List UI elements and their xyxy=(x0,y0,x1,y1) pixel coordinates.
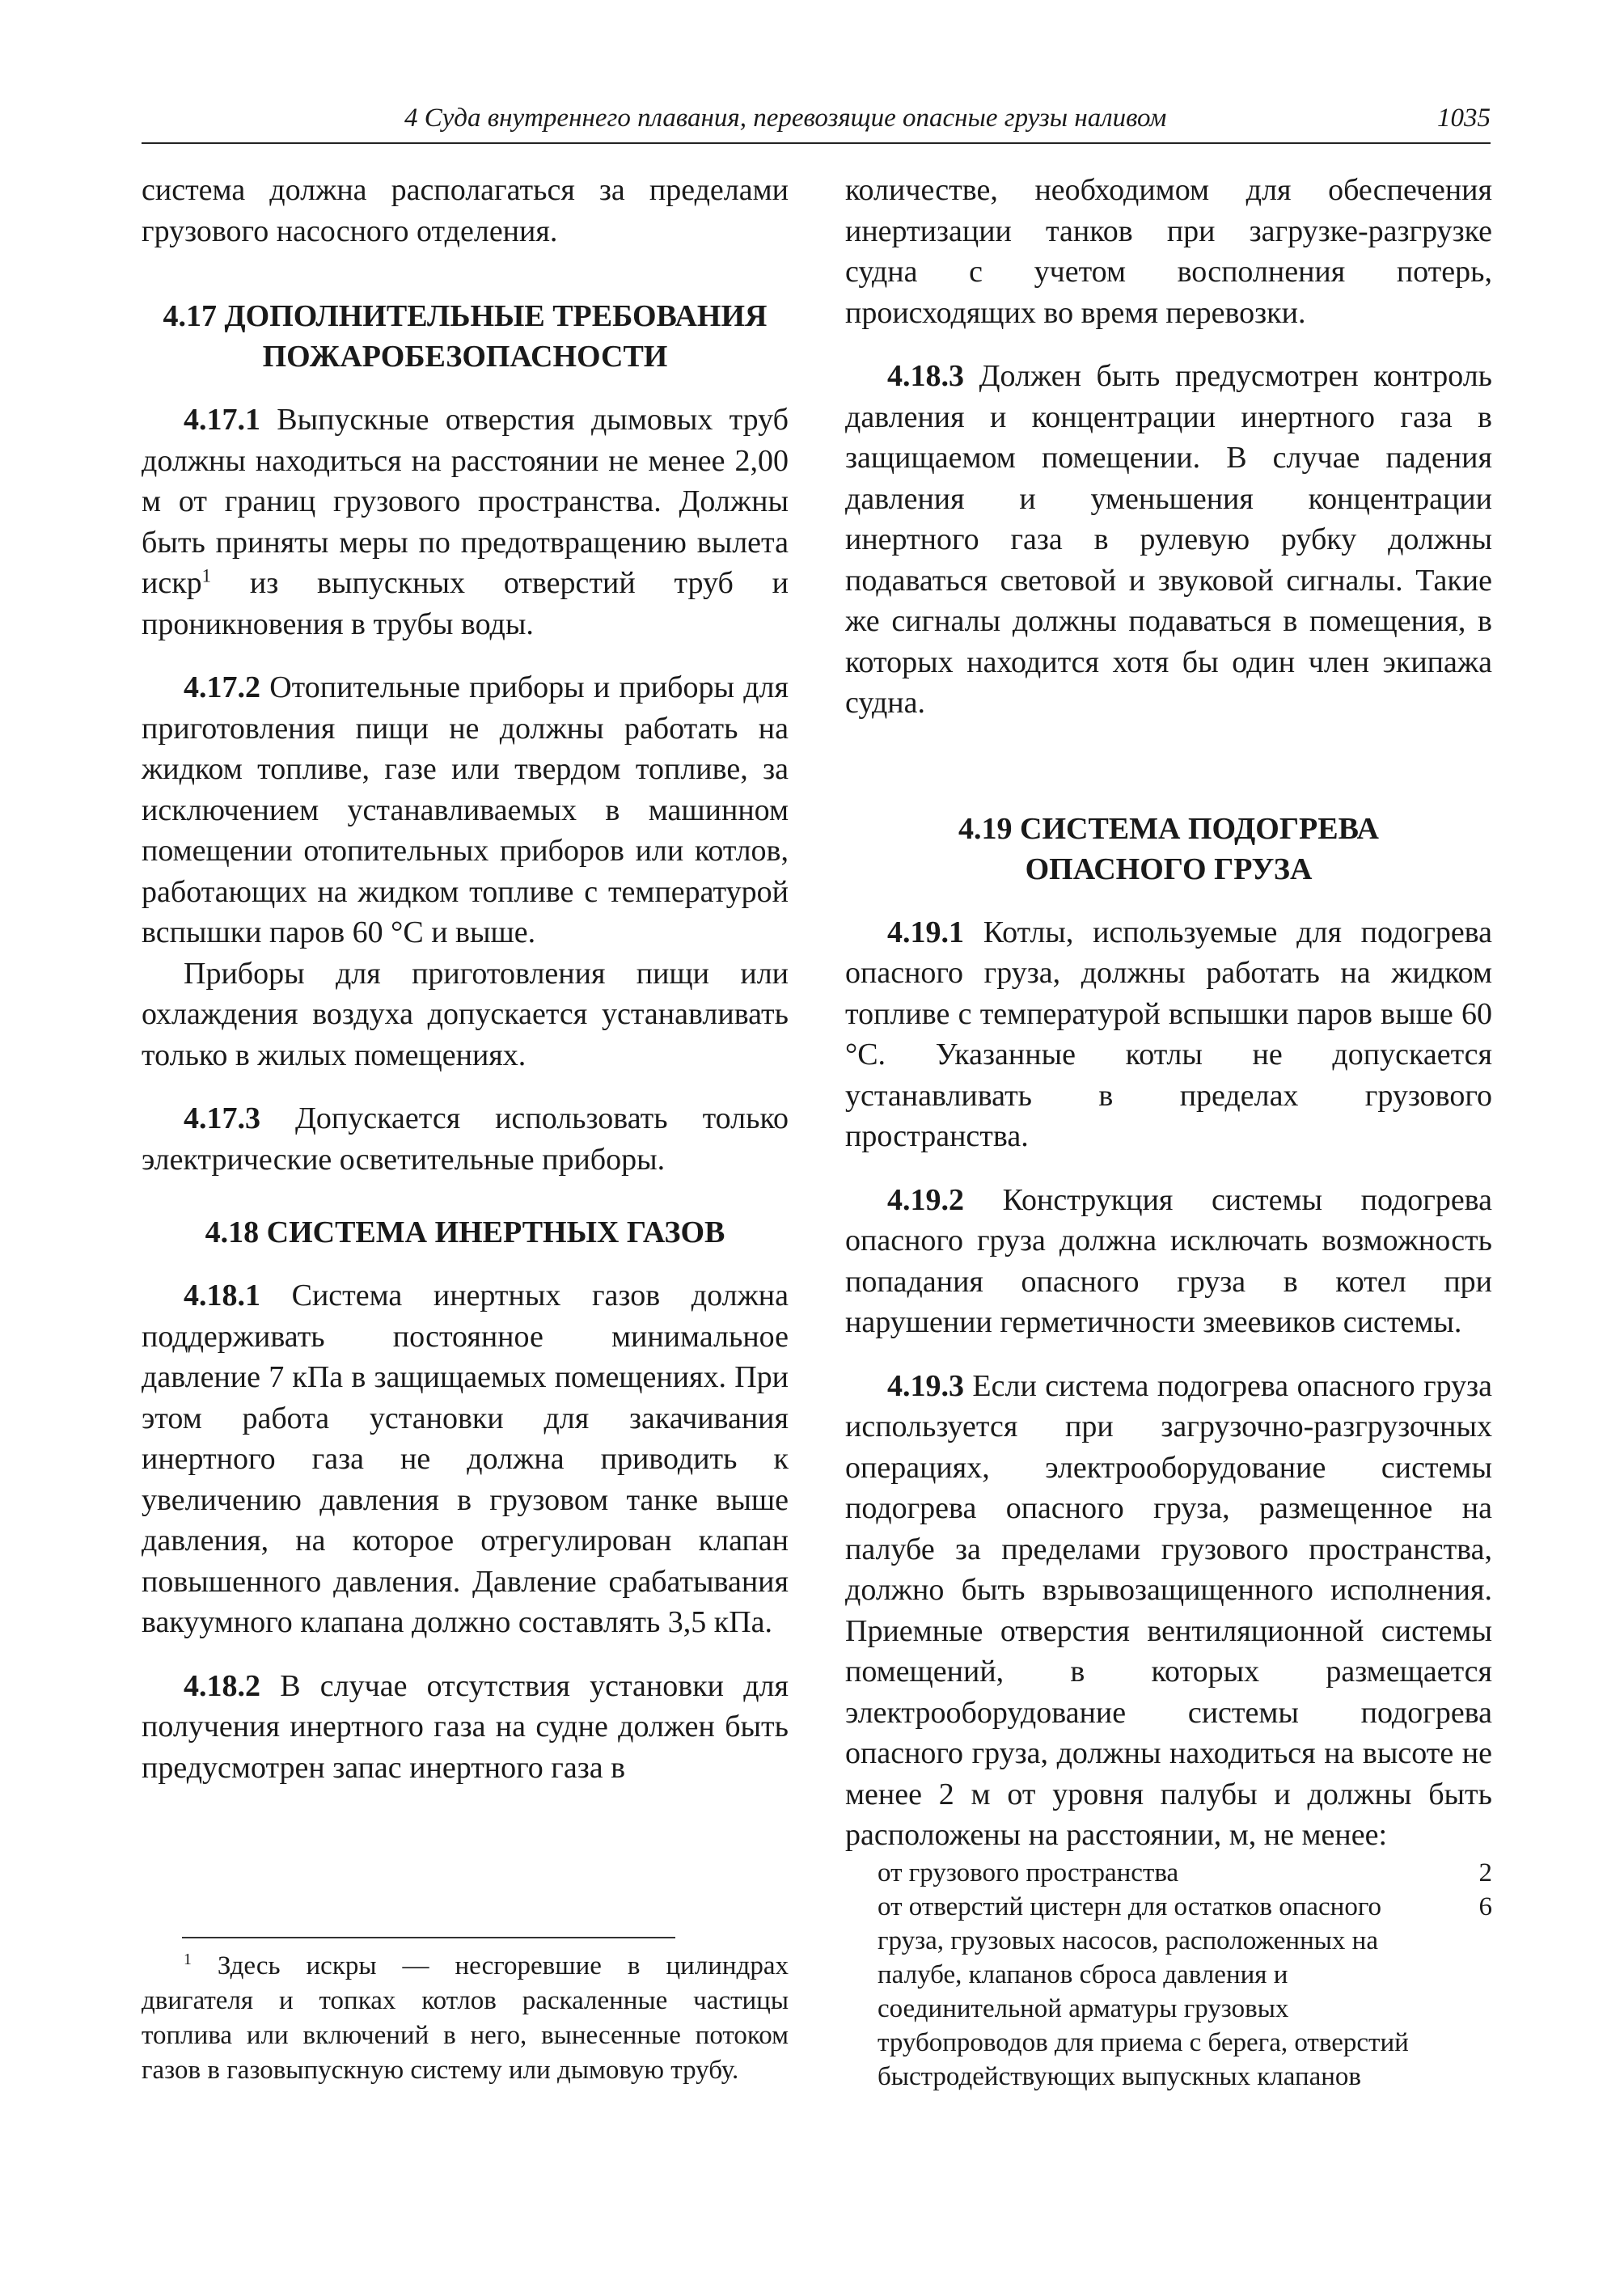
distance-value: 2 xyxy=(1478,1858,1492,1887)
list-item xyxy=(845,1890,1492,2094)
distance-list xyxy=(845,1856,1492,2094)
left-column xyxy=(142,170,789,1788)
clause-number: 4.18.1 xyxy=(184,1279,260,1312)
paragraph-4-19-2 xyxy=(845,1180,1492,1343)
distance-label: от отверстий цистерн для остатков опасного груза, грузовых насосов, расположенных на палубе, клапанов сброса давления и соединительной арматуры грузовых трубопроводов для приема с берега, отверстий быстродействующих выпускных клапанов xyxy=(878,1892,1409,2091)
section-heading-4-18: 4.18 СИСТЕМА ИНЕРТНЫХ ГАЗОВ xyxy=(205,1215,725,1249)
clause-number: 4.19.2 xyxy=(887,1182,964,1217)
distance-value: 6 xyxy=(1478,1892,1492,1921)
clause-number: 4.17.2 xyxy=(184,670,260,704)
clause-text: Допускается использовать только электрические осветительные приборы. xyxy=(142,1101,789,1177)
footnote-text: Здесь искры — несгоревшие в цилиндрах двигателя и топках котлов раскаленные частицы топлива или включений в него, вынесенные потоком газов в газовыпускную систему или дымовую трубу. xyxy=(142,1951,789,2085)
clause-number: 4.19.1 xyxy=(887,915,964,949)
paragraph-4-17-1 xyxy=(142,399,789,645)
right-column xyxy=(845,170,1492,2094)
heading-line: ОПАСНОГО ГРУЗА xyxy=(1025,852,1313,886)
page-number: 1035 xyxy=(1437,104,1491,133)
paragraph-4-17-2 xyxy=(142,667,789,953)
clause-text: Отопительные приборы и приборы для приготовления пищи не должны работать на жидком топливе, газе или твердом топливе, за исключением устанавливаемых в машинном помещении отопительных приборов или котлов, работающих на жидком топливе с температурой вспышки паров 60 °С и выше. xyxy=(142,670,789,949)
page-header xyxy=(142,104,1491,144)
running-title: 4 Суда внутреннего плавания, перевозящие опасные грузы наливом xyxy=(404,104,1167,133)
paragraph-intro: система должна располагаться за пределами грузового насосного отделения. xyxy=(142,173,789,248)
clause-text: Если система подогрева опасного груза используется при загрузочно-разгрузочных операциях, электрооборудование системы подогрева опасного груза, размещенное на палубе за пределами грузового пространства, должно быть взрывозащищенного исполнения. Приемные отверстия вентиляционной системы помещений, в которых размещается электрооборудование системы подогрева опасного груза, должны находиться на высоте не менее 2 м от уровня палубы и должны быть расположены на расстоянии, м, не менее: xyxy=(845,1368,1492,1852)
clause-number: 4.17.3 xyxy=(184,1101,260,1135)
heading-line: 4.17 ДОПОЛНИТЕЛЬНЫЕ ТРЕБОВАНИЯ xyxy=(163,299,768,333)
clause-number: 4.19.3 xyxy=(887,1368,964,1403)
clause-text: Выпускные отверстия дымовых труб должны находиться на расстоянии не менее 2,00 м от границ грузового пространства. Должны быть приняты меры по предотвращению вылета искр xyxy=(142,403,789,600)
footnote xyxy=(142,1949,789,2088)
list-item xyxy=(845,1856,1492,1890)
paragraph-4-19-1 xyxy=(845,912,1492,1157)
clause-text: В случае отсутствия установки для получения инертного газа на судне должен быть предусмотрен запас инертного газа в xyxy=(142,1668,789,1785)
clause-text: Конструкция системы подогрева опасного груза должна исключать возможность попадания опасного груза в котел при нарушении герметичности змеевиков системы. xyxy=(845,1182,1492,1339)
clause-text: Котлы, используемые для подогрева опасного груза, должны работать на жидком топливе с температурой вспышки паров выше 60 °С. Указанные котлы не допускается устанавливать в пределах грузового пространства. xyxy=(845,915,1492,1153)
clause-number: 4.18.3 xyxy=(887,359,964,393)
paragraph-4-18-1 xyxy=(142,1275,789,1643)
heading-line: 4.19 СИСТЕМА ПОДОГРЕВА xyxy=(958,811,1379,846)
footnote-marker: 1 xyxy=(184,1951,192,1968)
paragraph-4-17-2-extra: Приборы для приготовления пищи или охлаждения воздуха допускается устанавливать только в жилых помещениях. xyxy=(142,956,789,1072)
paragraph-4-18-2 xyxy=(142,1666,789,1789)
paragraph-4-18-3 xyxy=(845,356,1492,724)
section-heading-4-19 xyxy=(845,809,1492,890)
paragraph-continuation: количестве, необходимом для обеспечения инертизации танков при загрузке-разгрузке судна с учетом восполнения потерь, происходящих во время перевозки. xyxy=(845,173,1492,330)
clause-number: 4.18.2 xyxy=(184,1668,260,1703)
clause-text: Система инертных газов должна поддерживать постоянное минимальное давление 7 кПа в защищаемых помещениях. При этом работа установки для закачивания инертного газа не должна приводить к увеличению давления в грузовом танке выше давления, на которое отрегулирован клапан повышенного давления. Давление срабатывания вакуумного клапана должно составлять 3,5 кПа. xyxy=(142,1279,789,1639)
clause-text: Должен быть предусмотрен контроль давления и концентрации инертного газа в защищаемом помещении. В случае падения давления и уменьшения концентрации инертного газа в рулевую рубку должны подаваться световой и звуковой сигналы. Такие же сигналы должны подаваться в помещения, в которых находится хотя бы один член экипажа судна. xyxy=(845,359,1492,720)
section-heading-4-17 xyxy=(142,296,789,377)
footnote-divider xyxy=(182,1937,675,1938)
clause-text: из выпускных отверстий труб и проникновения в трубы воды. xyxy=(142,566,789,641)
heading-line: ПОЖАРОБЕЗОПАСНОСТИ xyxy=(262,340,668,374)
paragraph-4-17-3 xyxy=(142,1098,789,1180)
paragraph-4-19-3 xyxy=(845,1366,1492,1856)
footnote-ref: 1 xyxy=(201,565,212,586)
clause-number: 4.17.1 xyxy=(184,403,260,437)
distance-label: от грузового пространства xyxy=(878,1858,1179,1887)
